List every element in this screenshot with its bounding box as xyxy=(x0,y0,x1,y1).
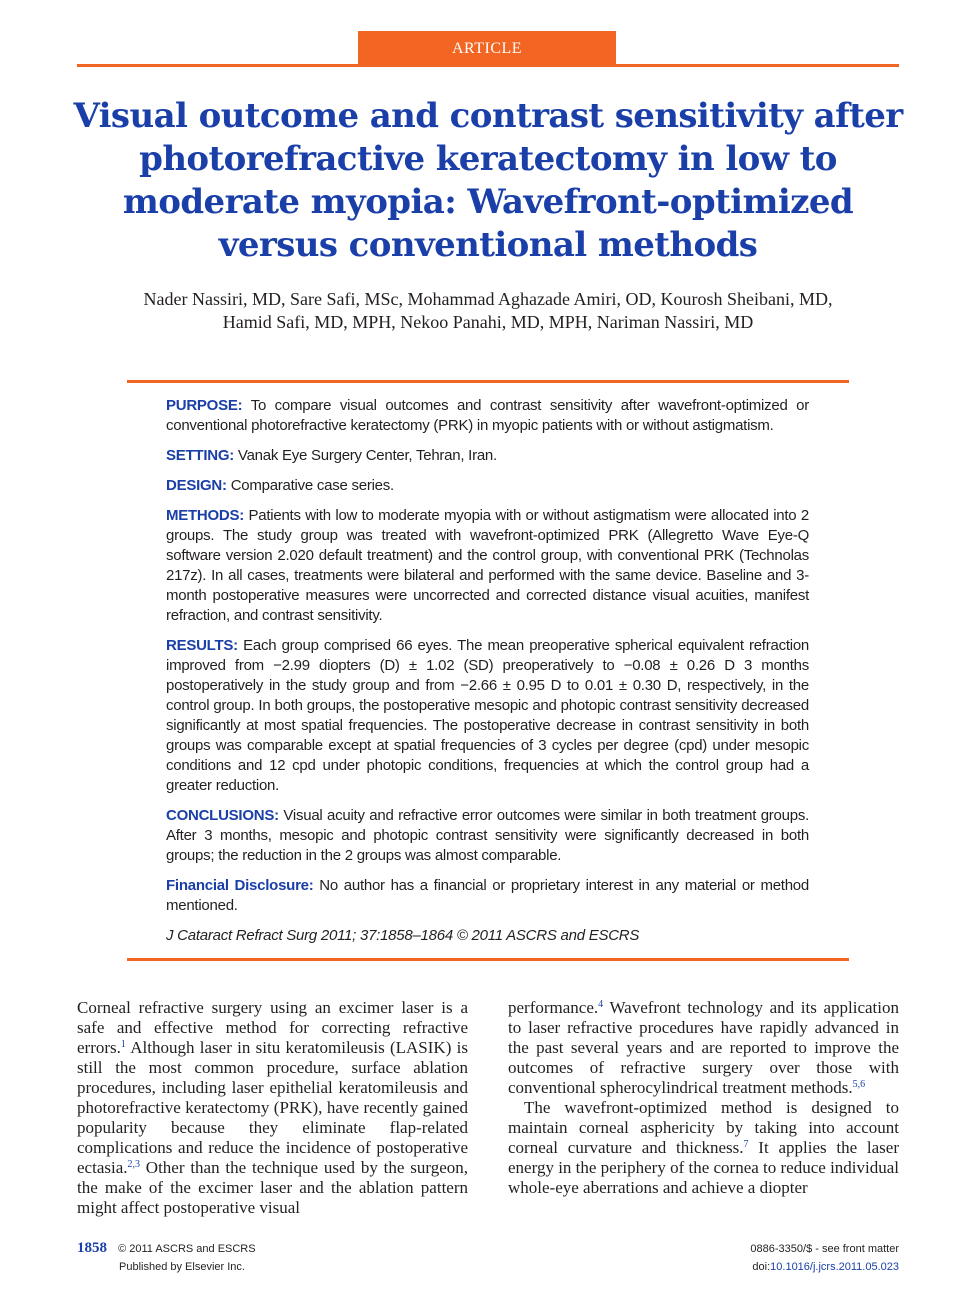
conclusions-label: CONCLUSIONS: xyxy=(166,807,279,824)
design-text: Comparative case series. xyxy=(230,477,394,494)
body-paragraph xyxy=(77,998,468,1218)
body-paragraph xyxy=(508,1098,899,1198)
abstract-disclosure xyxy=(166,876,809,916)
author-list xyxy=(77,288,899,334)
purpose-text: To compare visual outcomes and contrast sensitivity after wavefront-optimized or conventional photorefractive keratectomy (PRK) in myopic patients with or without astigmatism. xyxy=(166,397,809,434)
copyright: © 2011 ASCRS and ESCRS xyxy=(118,1243,256,1255)
body-paragraph xyxy=(508,998,899,1098)
doi-line xyxy=(752,1261,899,1273)
results-label: RESULTS: xyxy=(166,637,238,654)
abstract-methods xyxy=(166,506,809,626)
abstract-conclusions xyxy=(166,806,809,866)
reference-link[interactable]: 7 xyxy=(743,1139,749,1150)
abstract xyxy=(166,396,809,956)
abstract-design xyxy=(166,476,809,496)
methods-label: METHODS: xyxy=(166,507,244,524)
issn: 0886-3350/$ - see front matter xyxy=(750,1243,899,1255)
author-line-1: Nader Nassiri, MD, Sare Safi, MSc, Mohammad Aghazade Amiri, OD, Kourosh Sheibani, MD, xyxy=(143,289,833,309)
journal-citation: J Cataract Refract Surg 2011; 37:1858–1864 © 2011 ASCRS and ESCRS xyxy=(166,927,640,944)
body-text: It applies the laser energy in the periphery of the cornea to reduce individual whole-eye aberrations and achieve a diopter xyxy=(508,1138,900,1197)
doi-prefix: doi: xyxy=(752,1261,771,1273)
abstract-results xyxy=(166,636,809,796)
body-column-right xyxy=(508,998,899,1198)
setting-label: SETTING: xyxy=(166,447,234,464)
section-label: ARTICLE xyxy=(358,31,616,66)
body-text: performance. xyxy=(508,998,599,1017)
header-rule xyxy=(77,64,899,67)
body-text: Wavefront technology and its application to laser refractive procedures have rapidly advanced in the past several years and are reported to improve the outcomes of refractive surgery over those with conventional spherocylindrical treatment methods. xyxy=(508,998,899,1097)
abstract-setting xyxy=(166,446,809,466)
body-column-left xyxy=(77,998,468,1218)
methods-text: Patients with low to moderate myopia with or without astigmatism were allocated into 2 groups. The study group was treated with wavefront-optimized PRK (Allegretto Wave Eye-Q software version 2.020 default treatment) and the control group, with conventional PRK (Technolas 217z). In all cases, treatments were bilateral and performed with the same device. Baseline and 3-month postoperative measures were uncorrected and corrected distance visual acuities, manifest refraction, and contrast sensitivity. xyxy=(166,507,809,624)
body-text: Although laser in situ keratomileusis (LASIK) is still the most common procedure, surface ablation procedures, including laser epithelial keratomileusis and photorefractive keratectomy (PRK), have recently gained popularity because they eliminate flap-related complications and reduce the incidence of postoperative ectasia. xyxy=(77,1038,468,1177)
purpose-label: PURPOSE: xyxy=(166,397,243,414)
footer-left xyxy=(77,1240,256,1257)
body-text: Other than the technique used by the surgeon, the make of the excimer laser and the ablation pattern might affect postoperative visual xyxy=(77,1158,468,1217)
design-label: DESIGN: xyxy=(166,477,227,494)
page-number: 1858 xyxy=(77,1240,107,1256)
publisher: Published by Elsevier Inc. xyxy=(119,1261,245,1273)
body-text: The wavefront-optimized method is designed to maintain corneal asphericity by taking into account corneal curvature and thickness. xyxy=(508,1098,899,1157)
abstract-bottom-rule xyxy=(127,958,849,961)
abstract-purpose xyxy=(166,396,809,436)
results-text: Each group comprised 66 eyes. The mean preoperative spherical equivalent refraction improved from −2.99 diopters (D) ± 1.02 (SD) preoperatively to −0.08 ± 0.26 D 3 months postoperatively in the study group and from −2.66 ± 0.95 D to 0.01 ± 0.30 D, respectively, in the control group. In both groups, the postoperative mesopic and photopic contrast sensitivity decreased significantly at most spatial frequencies. The postoperative decrease in contrast sensitivity in both groups was comparable except at spatial frequencies of 3 cycles per degree (cpd) under mesopic conditions and 12 cpd under photopic conditions, frequencies at which the control group had a greater reduction. xyxy=(166,637,809,794)
reference-link[interactable]: 4 xyxy=(598,999,604,1010)
setting-text: Vanak Eye Surgery Center, Tehran, Iran. xyxy=(237,447,497,464)
abstract-top-rule xyxy=(127,380,849,383)
disclosure-label: Financial Disclosure: xyxy=(166,877,314,894)
doi-link[interactable]: 10.1016/j.jcrs.2011.05.023 xyxy=(770,1261,899,1273)
author-line-2: Hamid Safi, MD, MPH, Nekoo Panahi, MD, MPH, Nariman Nassiri, MD xyxy=(222,312,754,332)
body-text: Corneal refractive surgery using an excimer laser is a safe and effective method for correcting refractive errors. xyxy=(77,998,468,1057)
article-title: Visual outcome and contrast sensitivity after photorefractive keratectomy in low to moderate myopia: Wavefront-optimized versus conventional methods xyxy=(73,96,903,265)
disclosure-text: No author has a financial or proprietary interest in any material or method mentioned. xyxy=(166,877,809,914)
reference-link[interactable]: 5,6 xyxy=(852,1079,866,1090)
reference-link[interactable]: 2,3 xyxy=(127,1159,140,1170)
reference-link[interactable]: 1 xyxy=(120,1039,126,1050)
conclusions-text: Visual acuity and refractive error outcomes were similar in both treatment groups. After 3 months, mesopic and photopic contrast sensitivity were significantly decreased in both groups; the reduction in the 2 groups was almost comparable. xyxy=(166,807,809,864)
